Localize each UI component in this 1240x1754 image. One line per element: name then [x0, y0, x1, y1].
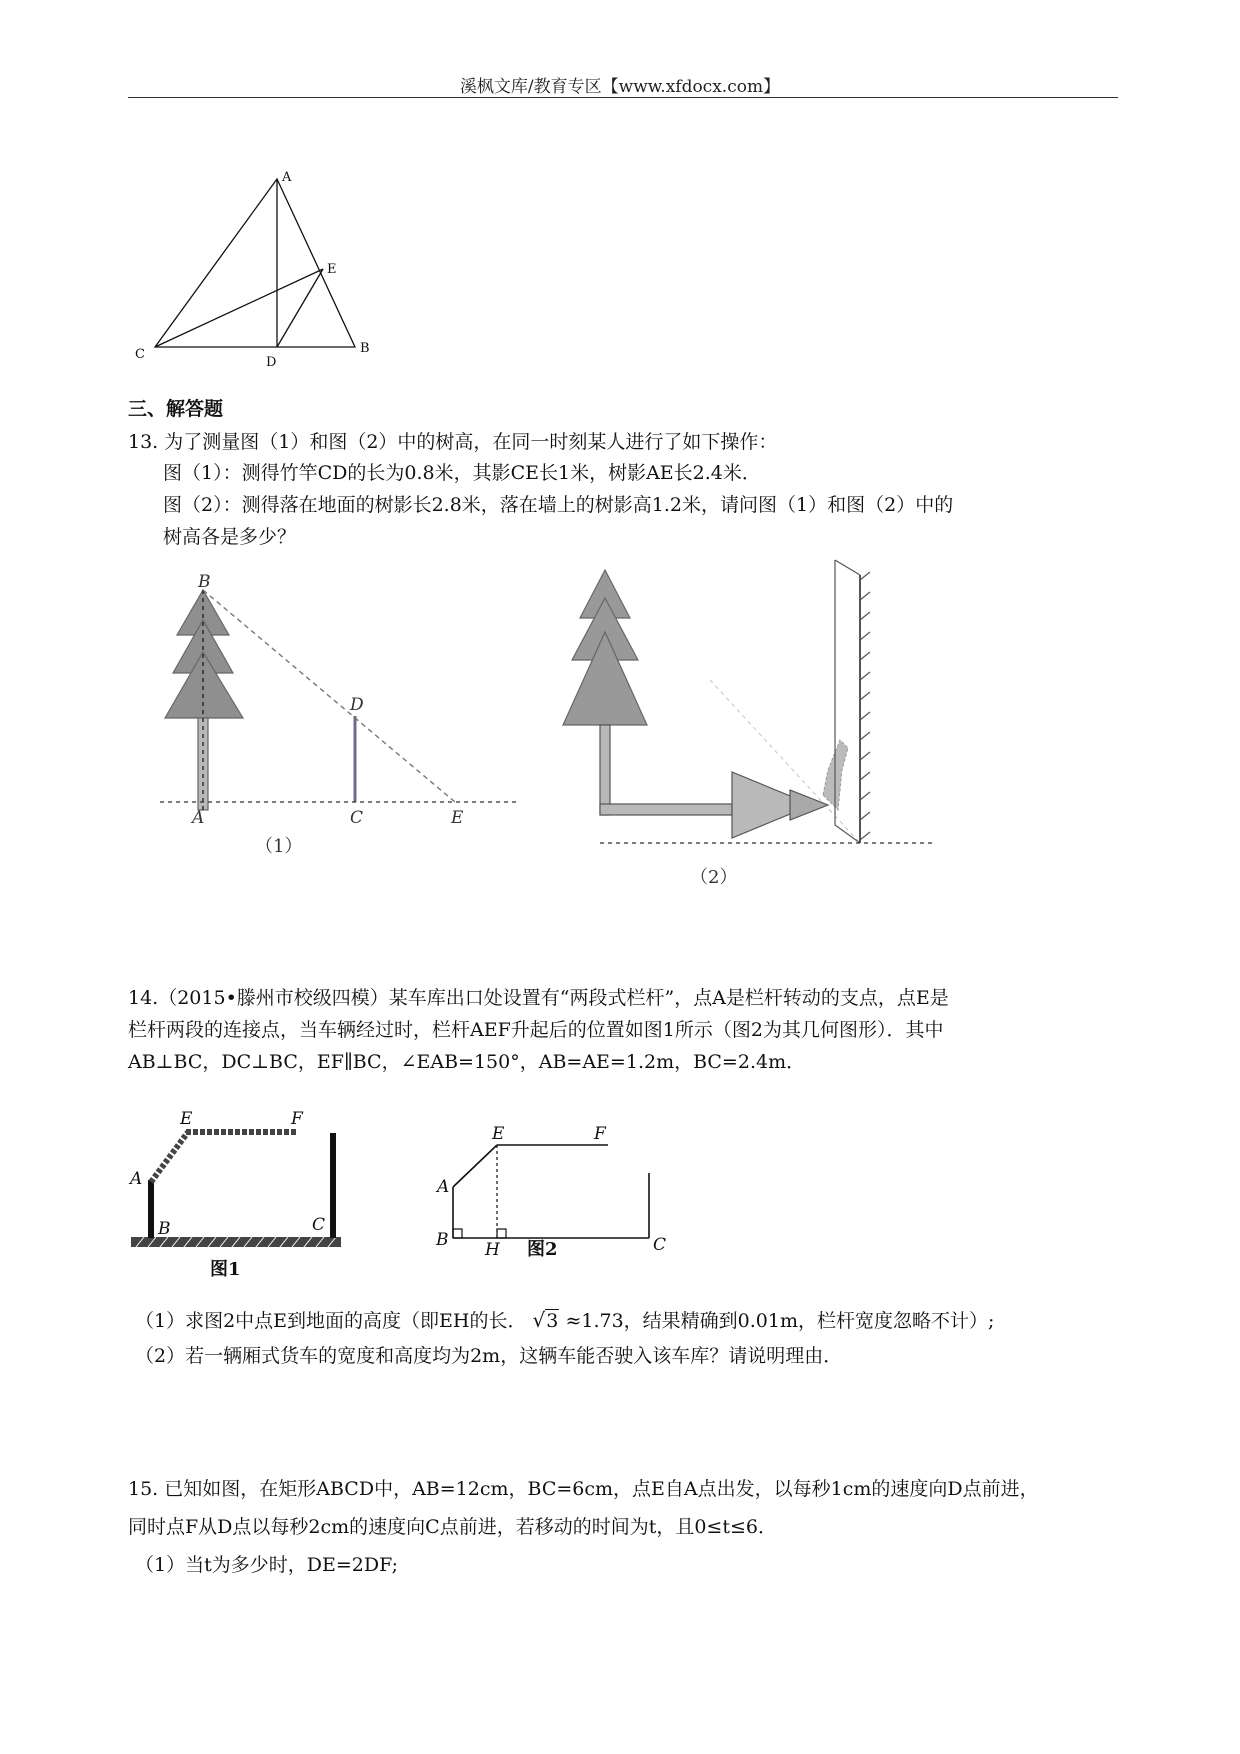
q14-sub1-a: （1）求图2中点E到地面的高度（即EH的长． — [135, 1310, 527, 1332]
q14-line3: AB⊥BC，DC⊥BC，EF∥BC，∠EAB=150°，AB=AE=1.2m，BC=2.4m． — [128, 1051, 806, 1073]
label-f: F — [291, 1109, 303, 1129]
label-b: B — [360, 341, 370, 356]
label-b: B — [436, 1230, 449, 1250]
q14-line1: 14.（2015•滕州市校级四模）某车库出口处设置有“两段式栏杆”，点A是栏杆转动的支点，点E是 — [128, 987, 949, 1009]
figure-caption: （2） — [690, 867, 738, 888]
tree-tier-bottom — [563, 632, 647, 725]
label-b: B — [158, 1219, 171, 1239]
label-f: F — [594, 1124, 606, 1144]
label-c: C — [350, 808, 364, 828]
shadow-ray-be — [203, 590, 455, 802]
label-e: E — [451, 808, 464, 828]
right-angle-h — [497, 1229, 506, 1238]
header-rule — [128, 97, 1118, 98]
fallen-trunk — [600, 804, 732, 815]
triangle-figure — [130, 168, 370, 368]
page-header: 溪枫文库/教育专区【www.xfdocx.com】 — [459, 77, 781, 97]
wall-top-slope — [835, 560, 860, 575]
q13-figure-1 — [155, 570, 535, 880]
label-c: C — [135, 347, 145, 362]
label-a: A — [192, 808, 205, 828]
segment-ae — [453, 1145, 497, 1187]
figure-caption: （1） — [255, 836, 303, 857]
label-e: E — [492, 1124, 505, 1144]
right-angle-b — [453, 1229, 462, 1238]
segment-de — [277, 269, 323, 347]
q14-figure-1 — [128, 1100, 358, 1280]
q14-sub2: （2）若一辆厢式货车的宽度和高度均为2m，这辆车能否驶入该车库？请说明理由． — [135, 1345, 843, 1367]
q15-line2: 同时点F从D点以每秒2cm的速度向C点前进，若移动的时间为t，且0≤t≤6． — [128, 1516, 777, 1538]
tree-trunk — [600, 725, 610, 815]
q15-sub1: （1）当t为多少时，DE=2DF; — [135, 1554, 398, 1576]
q13-figure-2 — [560, 560, 960, 900]
q13-line4: 树高各是多少？ — [163, 526, 297, 548]
figure-caption: 图1 — [210, 1259, 241, 1280]
label-h: H — [485, 1240, 500, 1260]
q14-figure-2 — [432, 1075, 672, 1260]
q15-line1: 15. 已知如图，在矩形ABCD中，AB=12cm，BC=6cm，点E自A点出发，以每秒1cm的速度向D点前进， — [128, 1478, 1039, 1500]
q13-line3: 图（2）：测得落在地面的树影长2.8米，落在墙上的树影高1.2米，请问图（1）和图（2）中的 — [163, 494, 954, 516]
label-d: D — [350, 695, 364, 715]
label-c: C — [312, 1215, 326, 1235]
q14-sub1 — [135, 1307, 994, 1334]
post-ab — [148, 1180, 154, 1238]
triangle-abc — [155, 179, 355, 347]
label-e: E — [327, 262, 337, 277]
figure-caption: 图2 — [527, 1239, 558, 1260]
tree-trunk — [198, 718, 208, 810]
label-a: A — [437, 1177, 450, 1197]
segment-ce — [155, 269, 323, 347]
sqrt-radicand: 3 — [546, 1310, 559, 1332]
label-d: D — [266, 355, 277, 370]
sqrt-symbol: √ — [532, 1308, 546, 1332]
section-title: 三、解答题 — [128, 398, 224, 420]
q14-line2: 栏杆两段的连接点，当车辆经过时，栏杆AEF升起后的位置如图1所示（图2为其几何图形）．其中 — [128, 1019, 944, 1041]
fallen-tier-mid — [790, 790, 828, 820]
q13-line1: 13. 为了测量图（1）和图（2）中的树高，在同一时刻某人进行了如下操作： — [128, 431, 778, 453]
label-c: C — [653, 1235, 667, 1255]
q13-line2: 图（1）：测得竹竿CD的长为0.8米，其影CE长1米，树影AE长2.4米． — [163, 462, 761, 484]
label-a: A — [130, 1169, 143, 1189]
q14-sub1-b: ≈1.73，结果精确到0.01m，栏杆宽度忽略不计）; — [565, 1310, 995, 1332]
label-a: A — [282, 170, 292, 185]
label-e: E — [180, 1109, 193, 1129]
post-dc — [330, 1133, 336, 1238]
label-b: B — [198, 572, 211, 592]
bar-ae — [151, 1132, 188, 1182]
tree-tier-bottom — [165, 652, 243, 718]
